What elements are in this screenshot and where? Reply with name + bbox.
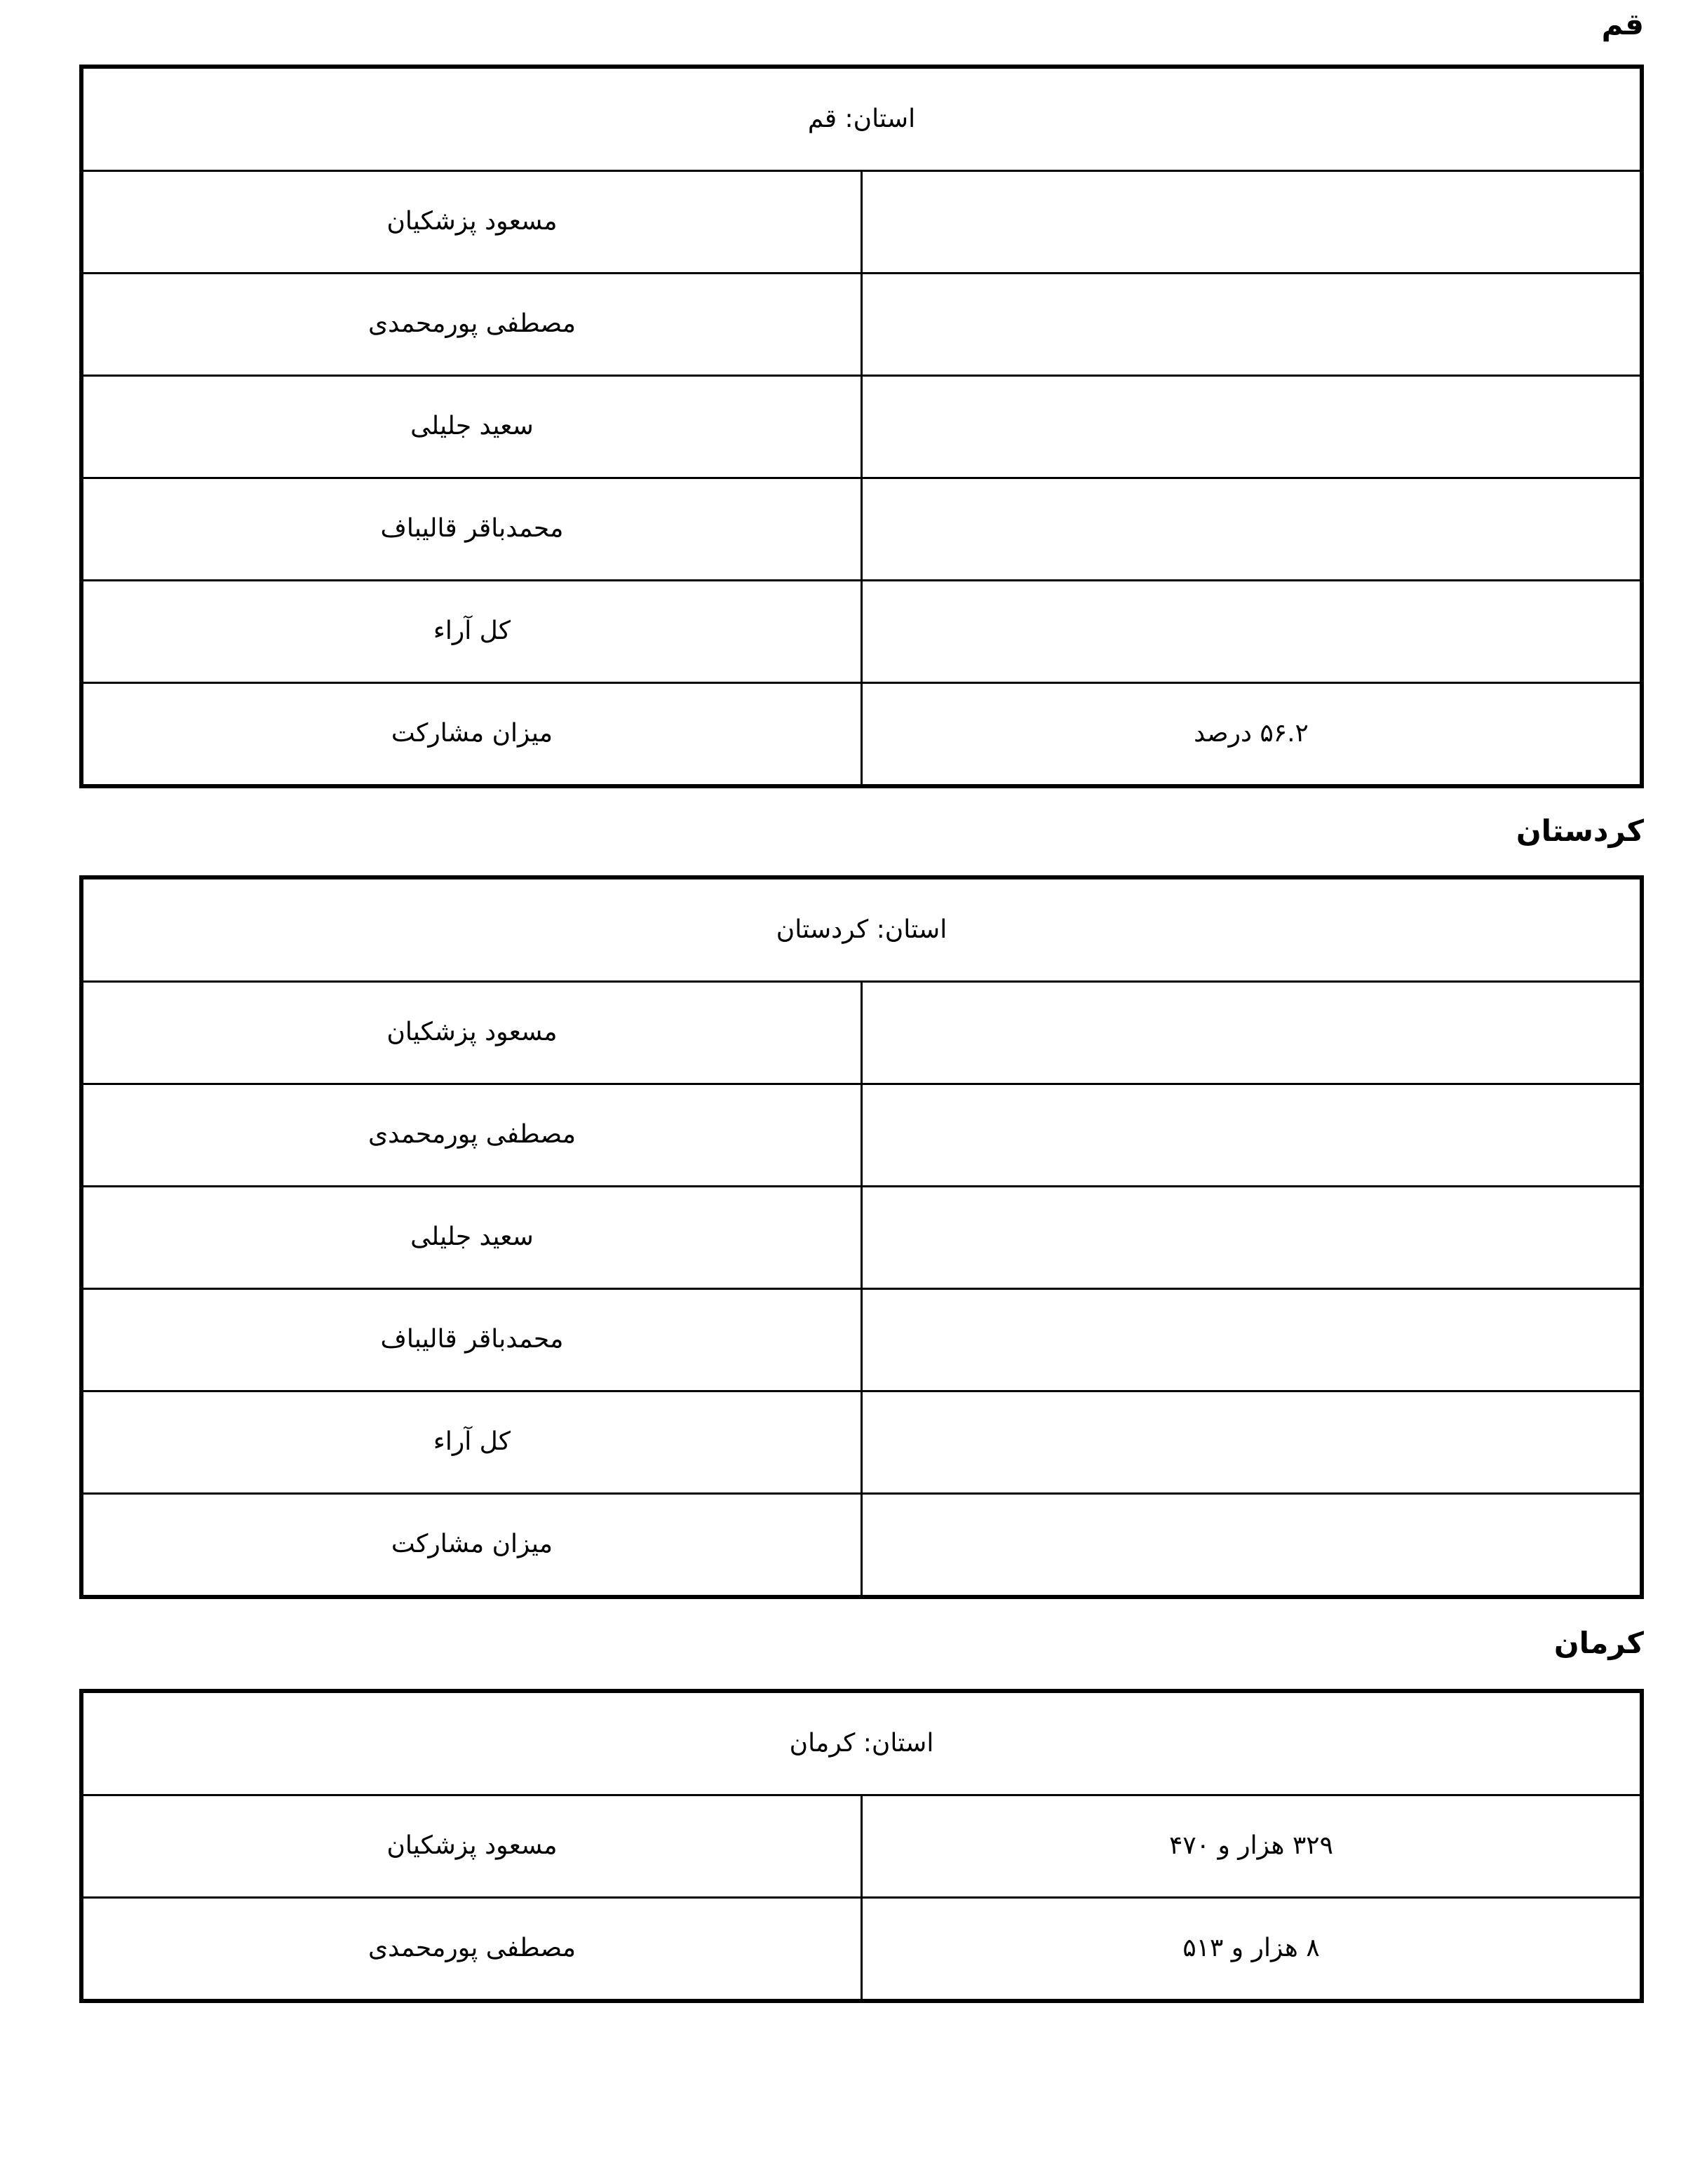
province-section-qom [79,7,1644,788]
label-cell: محمدباقر قالیباف [81,478,862,581]
table-caption-row [81,1691,1642,1795]
table-row [81,1391,1642,1494]
value-cell: ۳۲۹ هزار و ۴۷۰ [862,1795,1642,1898]
province-table-qom [79,65,1644,788]
table-caption-kerman: استان: کرمان [81,1691,1642,1795]
value-cell [862,1187,1642,1289]
table-caption-qom: استان: قم [81,67,1642,171]
section-heading-kordestan: کردستان [1516,814,1644,848]
section-heading-qom: قم [1601,7,1644,41]
label-cell: مصطفی پورمحمدی [81,274,862,376]
province-table-kerman [79,1689,1644,2003]
label-cell: مصطفی پورمحمدی [81,1898,862,2002]
province-section-kerman [79,1626,1644,2003]
label-cell: مسعود پزشکیان [81,982,862,1084]
value-cell: ۵۶.۲ درصد [862,683,1642,787]
section-heading-kerman: کرمان [1553,1626,1644,1660]
table-row [81,274,1642,376]
table-row [81,1898,1642,2002]
label-cell: میزان مشارکت [81,1494,862,1598]
table-row [81,1795,1642,1898]
value-cell [862,982,1642,1084]
table-row [81,982,1642,1084]
label-cell: سعید جلیلی [81,1187,862,1289]
label-cell: کل آراء [81,581,862,683]
value-cell [862,1084,1642,1187]
label-cell: سعید جلیلی [81,376,862,478]
table-wrapper-qom [79,65,1644,788]
table-row [81,1289,1642,1391]
table-caption-row [81,67,1642,171]
province-table-kordestan [79,875,1644,1599]
label-cell: مسعود پزشکیان [81,171,862,274]
value-cell [862,581,1642,683]
table-row [81,1187,1642,1289]
table-wrapper-kerman [79,1689,1644,2003]
table-row [81,1494,1642,1598]
value-cell [862,478,1642,581]
table-row [81,171,1642,274]
label-cell: مسعود پزشکیان [81,1795,862,1898]
label-cell: میزان مشارکت [81,683,862,787]
table-caption-row [81,877,1642,982]
province-section-kordestan [79,816,1644,1599]
value-cell [862,274,1642,376]
table-row [81,1084,1642,1187]
table-wrapper-kordestan [79,875,1644,1599]
value-cell: ۸ هزار و ۵۱۳ [862,1898,1642,2002]
label-cell: محمدباقر قالیباف [81,1289,862,1391]
value-cell [862,1289,1642,1391]
value-cell [862,1494,1642,1598]
table-row [81,683,1642,787]
value-cell [862,376,1642,478]
table-caption-kordestan: استان: کردستان [81,877,1642,982]
label-cell: کل آراء [81,1391,862,1494]
table-row [81,478,1642,581]
value-cell [862,171,1642,274]
value-cell [862,1391,1642,1494]
label-cell: مصطفی پورمحمدی [81,1084,862,1187]
table-row [81,376,1642,478]
table-row [81,581,1642,683]
